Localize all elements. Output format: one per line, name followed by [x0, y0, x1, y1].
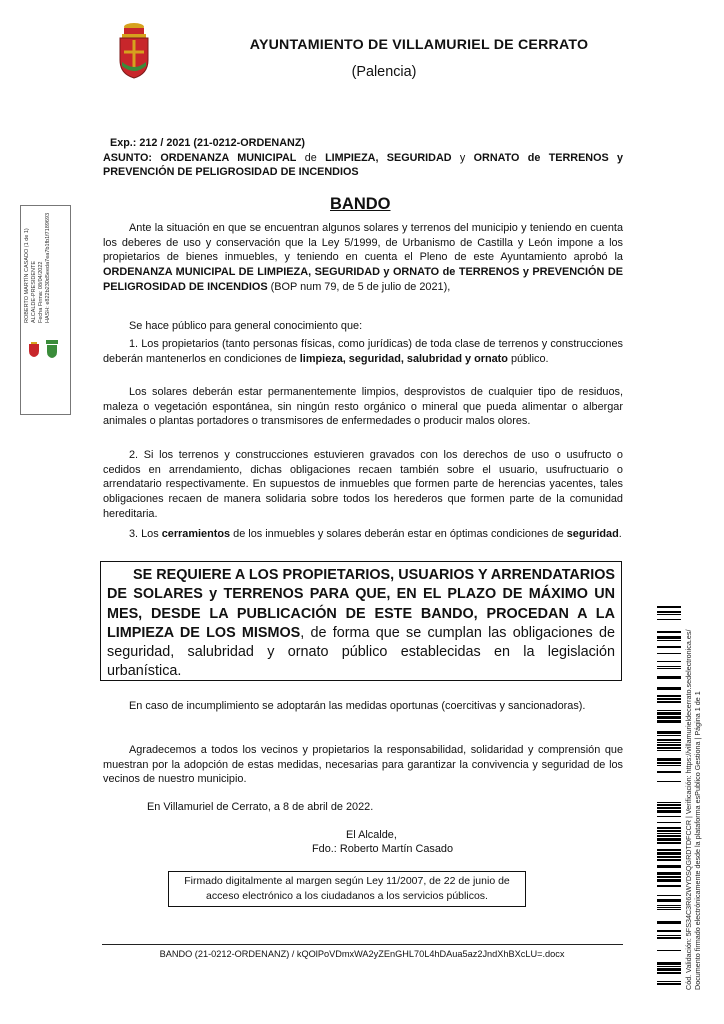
date-line: En Villamuriel de Cerrato, a 8 de abril de 2022.	[147, 801, 374, 813]
publico-paragraph: Se hace público para general conocimiento que:	[129, 320, 363, 332]
signature-role: El Alcalde,	[346, 829, 397, 841]
footer-filename: BANDO (21-0212-ORDENANZ) / kQOlPoVDmxWA2yZEnGHL70L4hDAua5az2JndXhBXcLU=.docx	[159, 949, 565, 959]
verification-text	[684, 606, 714, 990]
paragraph-2: 2. Si los terrenos y construcciones estuvieren gravados con los derechos de uso o usufructo o cedidos en arrendamiento, dichas obligaciones recaen también sobre el usuario, usufructuario o arrendatario respectivamente. En supuestos de inmuebles que formen parte de herencias yacentes, tales obligaciones recaen de manera solidaria sobre todos los herederos que formen parte de la comunidad hereditaria.	[103, 449, 623, 520]
header-title: AYUNTAMIENTO DE VILLAMURIEL DE CERRATO	[249, 37, 589, 53]
verification-line-2: Documento firmado electrónicamente desde la plataforma esPublico Gestiona | Página 1 de 1	[693, 691, 702, 990]
digital-note-line-1: Firmado digitalmente al margen según Ley 11/2007, de 22 de junio de	[184, 875, 510, 887]
town-crest-logo	[112, 22, 156, 80]
header-subtitle: (Palencia)	[351, 64, 417, 80]
expedient-number: Exp.: 212 / 2021 (21-0212-ORDENANZ)	[110, 137, 306, 149]
agradecimiento-paragraph: Agradecemos a todos los vecinos y propietarios la responsabilidad, solidaridad y comprensión que muestran por la adopción de estas medidas, necesarias para garantizar la convivencia y seguridad de los vecinos de nuestro municipio.	[103, 744, 623, 786]
digital-signature-note	[168, 871, 526, 907]
incumplimiento-paragraph: En caso de incumplimiento se adoptarán las medidas oportunas (coercitivas y sancionadoras).	[129, 700, 586, 712]
footer-divider	[102, 944, 623, 945]
stamp-date: Fecha Firma: 08/04/2022	[38, 261, 44, 323]
requirement-box: SE REQUIERE A LOS PROPIETARIOS, USUARIOS Y ARRENDATARIOS DE SOLARES y TERRENOS PARA QUE, EN EL PLAZO DE MÁXIMO UN MES, DESDE LA PUBLICACIÓN DE ESTE BANDO, PROCEDAN A LA LIMPIEZA DE LOS MISMOS, de forma que se cumplan las obligaciones de seguridad, salubridad y ornato público establecidas en la legislación urbanística.	[100, 561, 622, 681]
signature-stamp-text	[24, 213, 64, 323]
paragraph-1b: Los solares deberán estar permanentemente limpios, desprovistos de cualquier tipo de residuos, maleza o vegetación espontánea, sin ningún resto orgánico o mineral que pueda alimentar o albergar animales o plantas portadores o transmisores de enfermedades o producir malos olores.	[103, 386, 623, 428]
verification-line-1: Cód. Validación: 5FS34C3R62WYDSQGRDTDFCCR | Verificación: https://villamurieldecerrato.sedelectronica.es/	[684, 629, 693, 990]
subject: ASUNTO: ORDENANZA MUNICIPAL de LIMPIEZA, SEGURIDAD y ORNATO de TERRENOS y PREVENCIÓN DE PELIGROSIDAD DE INCENDIOS	[103, 152, 624, 178]
stamp-signer: ROBERTO MARTÍN CASADO (1 de 1)	[24, 228, 30, 323]
digital-note-line-2: acceso electrónico a los ciudadanos a los servicios públicos.	[206, 890, 488, 902]
paragraph-3: 3. Los cerramientos de los inmuebles y solares deberán estar en óptimas condiciones de seguridad.	[129, 528, 622, 540]
paragraph-1: 1. Los propietarios (tanto personas físicas, como jurídicas) de toda clase de terrenos y construcciones deberán mantenerlos en condiciones de limpieza, seguridad, salubridad y ornato público.	[103, 338, 623, 365]
stamp-hash: HASH: e822b230d5eeda7ea7b1fb1f7189693	[45, 212, 51, 323]
document-title: BANDO	[330, 195, 391, 213]
signature-name: Fdo.: Roberto Martín Casado	[312, 843, 454, 855]
intro-paragraph: Ante la situación en que se encuentran algunos solares y terrenos del municipio y teniendo en cuenta los deberes de uso y conservación que la Ley 5/1999, de Urbanismo de Castilla y León impone a los propietarios de bienes inmuebles, y teniendo en cuenta el Pleno de este Ayuntamiento aprobó la ORDENANZA MUNICIPAL DE LIMPIEZA, SEGURIDAD y ORNATO de TERRENOS y PREVENCIÓN DE PELIGROSIDAD DE INCENDIOS (BOP num 79, de 5 de julio de 2021),	[103, 222, 623, 293]
stamp-logo-icon	[46, 340, 58, 358]
stamp-crest-icon	[28, 342, 40, 358]
barcode-icon	[657, 606, 681, 990]
stamp-role: ALCALDE-PRESIDENTE	[31, 260, 37, 323]
